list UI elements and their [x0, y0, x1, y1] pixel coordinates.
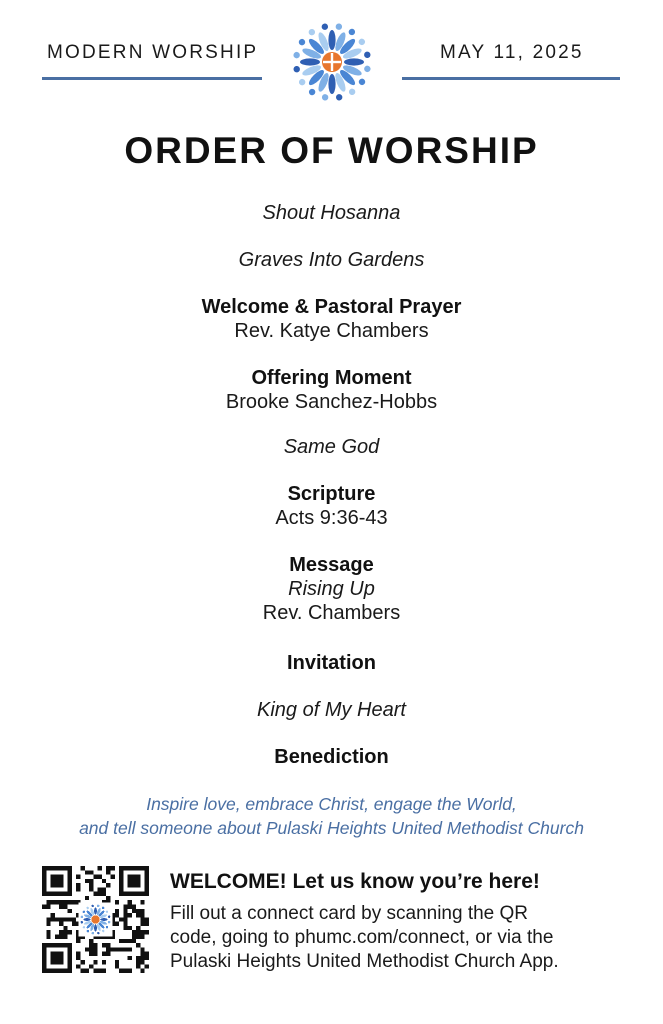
welcome-instructions — [170, 902, 640, 974]
welcome-line-3: Pulaski Heights United Methodist Church App. — [170, 951, 559, 972]
welcome-prayer-item — [0, 295, 663, 343]
header-rule-right — [402, 77, 620, 80]
header-date: MAY 11, 2025 — [440, 42, 584, 63]
invitation-item — [0, 651, 663, 675]
tagline-line-1: Inspire love, embrace Christ, engage the World, — [146, 794, 517, 814]
item-person: Brooke Sanchez-Hobbs — [225, 391, 438, 413]
scripture-reference: Acts 9:36-43 — [275, 507, 388, 529]
item-label: Benediction — [274, 746, 389, 768]
song-title: Graves Into Gardens — [238, 249, 425, 271]
qr-code[interactable] — [42, 866, 149, 973]
song-title: Shout Hosanna — [262, 202, 401, 224]
item-label: Message — [289, 554, 374, 576]
church-logo-icon — [285, 20, 379, 104]
welcome-title: WELCOME! Let us know you’re here! — [170, 870, 540, 893]
item-label: Invitation — [287, 652, 376, 674]
tagline-line-2: and tell someone about Pulaski Heights United Methodist Church — [79, 818, 584, 838]
benediction-item — [0, 745, 663, 769]
item-label: Welcome & Pastoral Prayer — [201, 296, 462, 318]
song-title: King of My Heart — [257, 699, 406, 721]
mission-tagline — [0, 792, 663, 840]
item-person: Rev. Katye Chambers — [234, 320, 429, 342]
song-king-of-my-heart — [0, 698, 663, 722]
song-title: Same God — [283, 436, 380, 458]
song-shout-hosanna — [0, 201, 663, 225]
song-same-god — [0, 435, 663, 459]
item-person: Rev. Chambers — [262, 602, 401, 624]
message-item — [0, 553, 663, 625]
message-title: Rising Up — [288, 578, 375, 600]
welcome-line-1: Fill out a connect card by scanning the QR — [170, 903, 529, 924]
item-label: Scripture — [287, 483, 376, 505]
header-service-label: MODERN WORSHIP — [47, 42, 259, 63]
song-graves-into-gardens — [0, 248, 663, 272]
page-title: ORDER OF WORSHIP — [124, 130, 539, 171]
scripture-item — [0, 482, 663, 530]
item-label: Offering Moment — [251, 367, 412, 389]
welcome-line-2: code, going to phumc.com/connect, or via the — [170, 927, 554, 948]
header-rule-left — [42, 77, 262, 80]
offering-item — [0, 366, 663, 414]
